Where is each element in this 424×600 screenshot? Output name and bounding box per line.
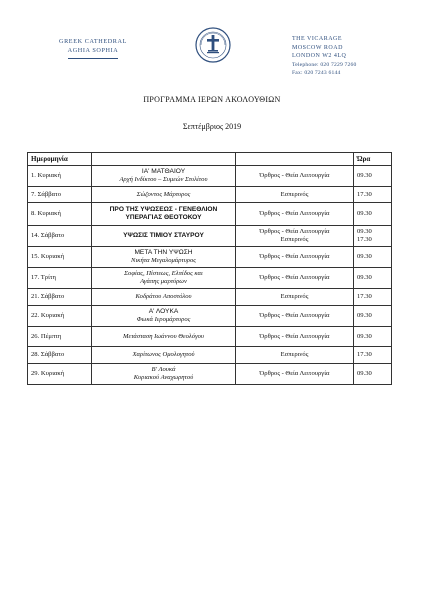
header-service — [236, 153, 354, 166]
row-service: Όρθρος - Θεία Λειτουργία — [236, 306, 354, 327]
header-feast — [92, 153, 236, 166]
row-service: Εσπερινός — [236, 289, 354, 306]
letterhead-right — [292, 35, 392, 78]
row-time: 09.30 — [354, 364, 392, 385]
row-service: Εσπερινός — [236, 347, 354, 364]
feast-line-1: Α' ΛΟΥΚΑ — [148, 308, 179, 315]
row-time: 17.30 — [354, 289, 392, 306]
row-time: 09.30 — [354, 306, 392, 327]
feast-line-1: ΠΡΟ ΤΗΣ ΥΨΩΣΕΩΣ - ΓΕΝΕΘΛΙΟΝ — [109, 206, 218, 213]
feast-line-1: Σοφίας, Πίστεως, Ελπίδος και — [124, 270, 203, 277]
row-feast: Σώζοντος Μάρτυρος — [92, 187, 236, 203]
service-line-1: Όρθρος - Θεία Λειτουργία — [259, 228, 330, 235]
row-feast — [92, 166, 236, 187]
row-time: 09.30 — [354, 166, 392, 187]
row-feast: Κοδράτου Αποστόλου — [92, 289, 236, 306]
row-date: 7. Σάββατο — [28, 187, 92, 203]
address-line-2: MOSCOW ROAD — [292, 44, 343, 51]
header-date: Ημερομηνία — [28, 153, 92, 166]
row-time: 09.30 — [354, 327, 392, 347]
letterhead-divider — [68, 58, 118, 59]
feast-line-2: Νικήτα Μεγαλομάρτυρος — [131, 257, 196, 264]
row-service: Όρθρος - Θεία Λειτουργία — [236, 364, 354, 385]
row-date: 28. Σάββατο — [28, 347, 92, 364]
row-time: 09.30 — [354, 247, 392, 268]
row-feast — [92, 247, 236, 268]
address-line-1: THE VICARAGE — [292, 36, 343, 42]
row-date: 22. Κυριακή — [28, 306, 92, 327]
row-feast — [92, 203, 236, 226]
table-row — [28, 347, 392, 364]
row-feast — [92, 268, 236, 289]
time-line-1: 09.30 — [357, 228, 372, 235]
month-heading: Σεπτέμβριος 2019 — [182, 122, 242, 131]
table-row — [28, 187, 392, 203]
row-service: Όρθρος - Θεία Λειτουργία — [236, 166, 354, 187]
table-header-row — [28, 153, 392, 166]
row-date: 21. Σάββατο — [28, 289, 92, 306]
row-feast — [92, 364, 236, 385]
feast-line-1: ΜΕΤΑ ΤΗΝ ΥΨΩΣΗ — [134, 249, 193, 256]
table-row — [28, 166, 392, 187]
row-date: 8. Κυριακή — [28, 203, 92, 226]
row-date: 29. Κυριακή — [28, 364, 92, 385]
cathedral-subname: AGHIA SOPHIA — [67, 47, 119, 54]
header-time: Ώρα — [354, 153, 392, 166]
row-time — [354, 226, 392, 247]
row-service: Όρθρος - Θεία Λειτουργία — [236, 203, 354, 226]
row-feast: Χαρίτωνος Ομολογητού — [92, 347, 236, 364]
table-row — [28, 226, 392, 247]
feast-line-2: ΥΠΕΡΑΓΙΑΣ ΘΕΟΤΟΚΟΥ — [125, 214, 202, 221]
row-date: 26. Πέμπτη — [28, 327, 92, 347]
cathedral-seal-icon — [195, 27, 231, 63]
cathedral-name: GREEK CATHEDRAL — [59, 38, 127, 45]
table-row — [28, 306, 392, 327]
service-line-2: Εσπερινός — [280, 236, 309, 243]
row-service: Όρθρος - Θεία Λειτουργία — [236, 268, 354, 289]
row-feast — [92, 306, 236, 327]
row-time: 09.30 — [354, 203, 392, 226]
feast-line-1: ΙΑ' ΜΑΤΘΑΙΟΥ — [141, 168, 186, 175]
row-time: 09.30 — [354, 268, 392, 289]
row-date: 14. Σάββατο — [28, 226, 92, 247]
feast-line-2: Κυριακού Αναχωρητού — [133, 374, 194, 381]
table-row — [28, 247, 392, 268]
row-service — [236, 226, 354, 247]
fax: Fax: 020 7243 6144 — [292, 70, 341, 77]
table-row — [28, 327, 392, 347]
letterhead-left — [48, 37, 138, 59]
time-line-2: 17.30 — [357, 236, 372, 243]
table-row — [28, 268, 392, 289]
address-line-3: LONDON W2 4LQ — [292, 53, 347, 60]
row-service: Εσπερινός — [236, 187, 354, 203]
row-date: 17. Τρίτη — [28, 268, 92, 289]
row-date: 15. Κυριακή — [28, 247, 92, 268]
schedule-table — [27, 152, 392, 385]
row-time: 17.30 — [354, 347, 392, 364]
table-row — [28, 364, 392, 385]
table-row — [28, 289, 392, 306]
table-row — [28, 203, 392, 226]
feast-line-1: Β' Λουκά — [151, 366, 176, 373]
telephone: Telephone: 020 7229 7260 — [292, 61, 357, 68]
feast-line-2: Αγάπης μαρτύρων — [140, 278, 187, 285]
row-service: Όρθρος - Θεία Λειτουργία — [236, 327, 354, 347]
row-time: 17.30 — [354, 187, 392, 203]
row-service: Όρθρος - Θεία Λειτουργία — [236, 247, 354, 268]
row-feast: ΥΨΩΣΙΣ ΤΙΜΙΟΥ ΣΤΑΥΡΟΥ — [92, 226, 236, 247]
feast-line-2: Αρχή Ινδίκτου – Συμεών Στυλίτου — [119, 176, 208, 183]
page-title: ΠΡΟΓΡΑΜΜΑ ΙΕΡΩΝ ΑΚΟΛΟΥΘΙΩΝ — [143, 95, 281, 104]
row-feast: Μετάσταση Ιωάννου Θεολόγου — [92, 327, 236, 347]
row-date: 1. Κυριακή — [28, 166, 92, 187]
feast-line-2: Φωκά Ιερομάρτυρος — [136, 316, 191, 323]
